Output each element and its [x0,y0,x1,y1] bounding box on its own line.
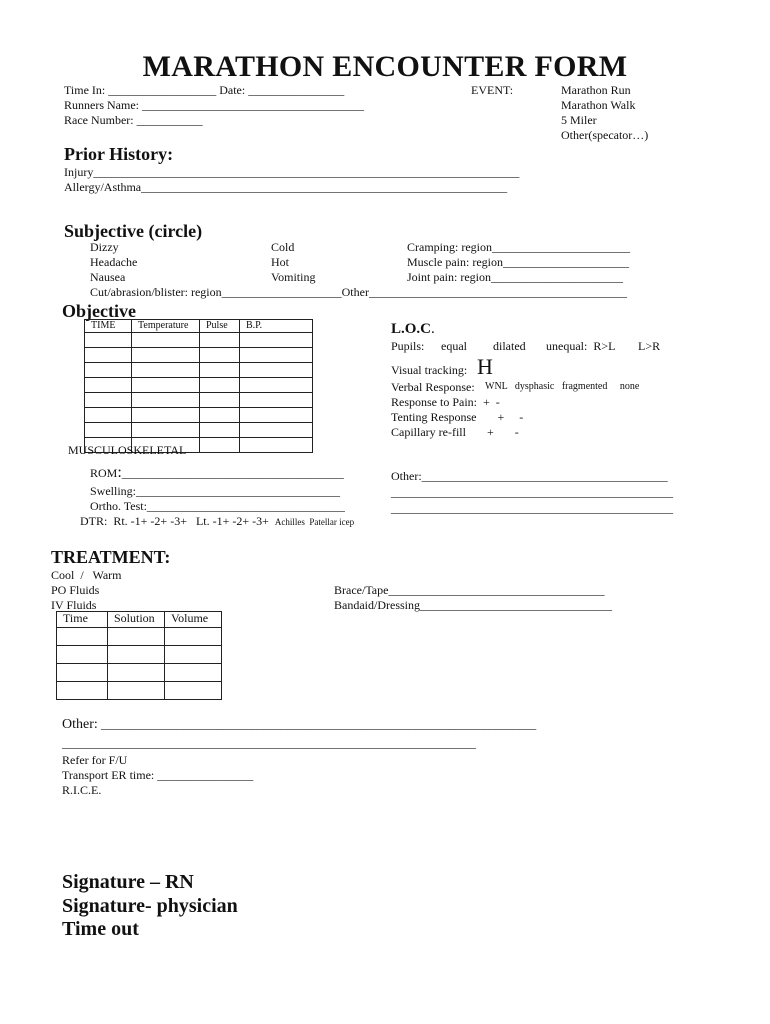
vitals-cell[interactable] [85,408,132,423]
iv-cell[interactable] [108,682,165,700]
table-row [85,378,313,393]
vitals-cell[interactable] [240,408,313,423]
event-option[interactable]: Marathon Run [561,83,631,97]
vitals-cell[interactable] [85,378,132,393]
vitals-cell[interactable] [200,363,240,378]
objective-heading: Objective [62,301,136,321]
vitals-cell[interactable] [240,333,313,348]
event-option[interactable]: Other(specator…) [561,128,649,142]
refer-follow-up[interactable]: Refer for F/U [62,753,128,767]
verbal-response-options[interactable]: WNL dysphasic fragmented none [485,381,640,392]
signature-physician[interactable]: Signature- physician [62,895,238,917]
vitals-header: B.P. [240,320,313,333]
iv-header-row [57,612,222,628]
pupils-option[interactable]: equal [441,339,467,353]
runners-name-field[interactable]: Runners Name: _____________________________________ [64,98,364,112]
vitals-cell[interactable] [132,408,200,423]
iv-cell[interactable] [165,628,222,646]
loc-title [391,322,435,337]
muscle-pain-region-field[interactable]: Muscle pain: region_____________________ [407,255,629,269]
objective-other-line[interactable]: _______________________________________________ [391,485,673,499]
time-in-field[interactable]: Time In: __________________ Date: ________________ [64,83,345,97]
iv-cell[interactable] [165,646,222,664]
dtr-reflex-labels: Achilles Patellar icep [274,517,355,527]
iv-header: Time [57,612,108,628]
iv-fluids-label: IV Fluids [51,598,97,612]
response-to-pain[interactable]: Response to Pain: + - [391,395,500,409]
vitals-cell[interactable] [132,348,200,363]
injury-field[interactable]: Injury_______________________________________________________________________ [64,165,520,179]
ortho-test-field[interactable]: Ortho. Test:_________________________________ [90,499,345,513]
vitals-cell[interactable] [85,393,132,408]
pupils-label: Pupils: [391,339,425,353]
vitals-header: Temperature [132,320,200,333]
vitals-header: Pulse [200,320,240,333]
iv-cell[interactable] [57,682,108,700]
vitals-cell[interactable] [240,438,313,453]
vitals-cell[interactable] [85,423,132,438]
iv-cell[interactable] [57,628,108,646]
symptom-option[interactable]: Nausea [90,270,126,284]
cut-abrasion-field[interactable]: Cut/abrasion/blister: region____________________Other___________________________________________ [90,285,627,299]
iv-header: Volume [165,612,222,628]
dtr-values[interactable]: DTR: Rt. -1+ -2+ -3+ Lt. -1+ -2+ -3+ [80,514,269,528]
allergy-field[interactable]: Allergy/Asthma_____________________________________________________________ [64,180,508,194]
cramping-region-field[interactable]: Cramping: region_______________________ [407,240,630,254]
iv-cell[interactable] [57,664,108,682]
pupils-option[interactable]: unequal: R>L [546,339,616,353]
verbal-response-label: Verbal Response: [391,380,475,394]
tenting-response[interactable]: Tenting Response + - [391,410,524,424]
iv-cell[interactable] [108,628,165,646]
rom-line: _____________________________________ [121,466,344,480]
table-row [57,646,222,664]
iv-cell[interactable] [108,646,165,664]
iv-cell[interactable] [165,682,222,700]
symptom-option[interactable]: Dizzy [90,240,119,254]
vitals-table [84,319,313,453]
vitals-cell[interactable] [200,333,240,348]
event-option[interactable]: 5 Miler [561,113,597,127]
vitals-cell[interactable] [132,423,200,438]
event-label: EVENT: [471,83,514,97]
form-title: MARATHON ENCOUNTER FORM [142,50,628,83]
iv-cell[interactable] [57,646,108,664]
visual-tracking-mark: H [477,354,493,379]
bandaid-dressing-field[interactable]: Bandaid/Dressing________________________________ [334,598,612,612]
pupils-option[interactable]: dilated [493,339,526,353]
vitals-header: TIME [85,320,132,333]
pupils-option[interactable]: L>R [638,339,661,353]
swelling-field[interactable]: Swelling:__________________________________ [90,484,341,498]
capillary-refill[interactable]: Capillary re-fill + - [391,425,519,439]
joint-pain-region-field[interactable]: Joint pain: region______________________ [407,270,623,284]
vitals-cell[interactable] [200,378,240,393]
table-row [85,393,313,408]
objective-other-line[interactable]: _______________________________________________ [391,501,673,515]
table-row [85,423,313,438]
vitals-cell[interactable] [132,333,200,348]
loc-title-dot: . [431,321,435,337]
table-row [57,682,222,700]
table-row [85,348,313,363]
vitals-cell[interactable] [200,348,240,363]
footer-other-label: Other: [62,717,98,732]
vitals-cell[interactable] [85,333,132,348]
vitals-cell[interactable] [240,348,313,363]
vitals-cell[interactable] [85,348,132,363]
iv-cell[interactable] [165,664,222,682]
subjective-heading: Subjective (circle) [64,221,203,241]
symptom-option[interactable]: Cold [271,240,295,254]
vitals-cell[interactable] [132,363,200,378]
table-row [85,363,313,378]
vitals-cell[interactable] [200,393,240,408]
race-number-field[interactable]: Race Number: ___________ [64,113,203,127]
rice-option[interactable]: R.I.C.E. [62,783,102,797]
vitals-cell[interactable] [85,363,132,378]
table-row [85,408,313,423]
symptom-option[interactable]: Vomiting [271,270,316,284]
vitals-cell[interactable] [240,393,313,408]
po-fluids-label: PO Fluids [51,583,100,597]
iv-fluids-table [56,611,222,700]
footer-other-line[interactable]: ___________________________________________________________________________ [101,717,537,731]
vitals-cell[interactable] [200,408,240,423]
table-row [85,333,313,348]
vitals-cell[interactable] [132,393,200,408]
loc-title-text: L.O.C [391,321,432,337]
objective-other-field[interactable]: Other:_________________________________________ [391,469,668,483]
transport-er-time-field[interactable]: Transport ER time: ________________ [62,768,254,782]
footer-other-line-2[interactable]: _____________________________________________________________________ [62,736,476,750]
dtr-row [80,515,354,527]
signature-rn[interactable]: Signature – RN [62,871,194,893]
iv-header: Solution [108,612,165,628]
vitals-cell[interactable] [200,423,240,438]
vitals-cell[interactable] [132,378,200,393]
time-out[interactable]: Time out [62,918,139,940]
symptom-option[interactable]: Headache [90,255,138,269]
visual-tracking-label: Visual tracking: [391,363,468,377]
table-row [57,628,222,646]
symptom-option[interactable]: Hot [271,255,289,269]
rom-colon: : [117,464,122,481]
vitals-header-row [85,320,313,333]
event-option[interactable]: Marathon Walk [561,98,636,112]
vitals-cell[interactable] [240,363,313,378]
table-row [57,664,222,682]
vitals-cell[interactable] [200,438,240,453]
rom-label: ROM [90,466,118,480]
treatment-heading: TREATMENT: [51,547,171,567]
iv-cell[interactable] [108,664,165,682]
rom-field[interactable] [90,465,344,481]
cool-warm-option[interactable]: Cool / Warm [51,568,122,582]
vitals-cell[interactable] [240,378,313,393]
brace-tape-field[interactable]: Brace/Tape____________________________________ [334,583,605,597]
vitals-cell[interactable] [240,423,313,438]
prior-history-heading: Prior History: [64,144,174,164]
musculoskeletal-label: MUSCULOSKELETAL [68,443,187,457]
